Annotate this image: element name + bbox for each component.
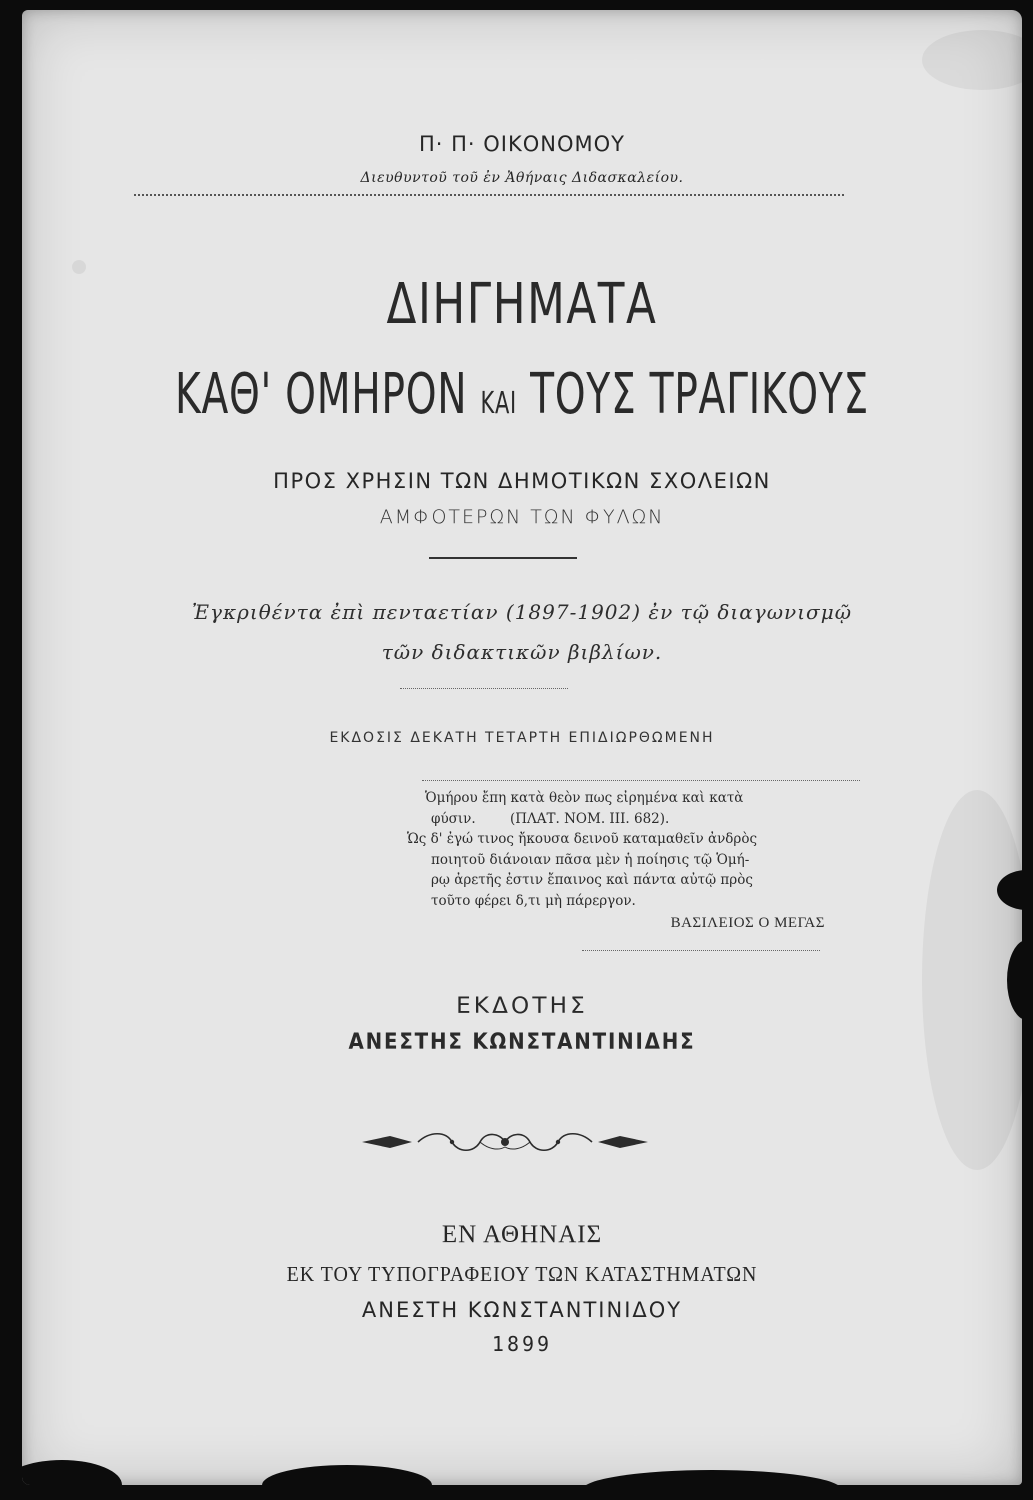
edition-statement: ΕΚΔΟΣΙΣ ΔΕΚΑΤΗ ΤΕΤΑΡΤΗ ΕΠΙΔΙΩΡΘΩΜΕΝΗ <box>329 730 715 746</box>
author-role: Διευθυντοῦ τοῦ ἐν Ἀθήναις Διδασκαλείου. <box>360 170 684 186</box>
epigraph <box>407 788 857 934</box>
dotted-divider <box>400 688 568 689</box>
title-part-homer: ΚΑΘ' ΟΜΗΡΟΝ <box>175 362 468 427</box>
title-part-tragic: ΤΟΥΣ ΤΡΑΓΙΚΟΥΣ <box>530 362 869 427</box>
dotted-divider <box>422 780 860 781</box>
imprint-printer: ΕΚ ΤΟΥ ΤΥΠΟΓΡΑΦΕΙΟΥ ΤΩΝ ΚΑΤΑΣΤΗΜΑΤΩΝ <box>286 1262 758 1286</box>
book-title-line2 <box>172 362 872 427</box>
title-part-and: ΚΑΙ <box>480 386 517 421</box>
epigraph-line: τοῦτο φέρει δ,τι μὴ πάρεργον. <box>431 892 636 909</box>
subtitle-purpose: ΠΡΟΣ ΧΡΗΣΙΝ ΤΩΝ ΔΗΜΟΤΙΚΩΝ ΣΧΟΛΕΙΩΝ <box>273 469 771 493</box>
title-page <box>22 10 1022 1485</box>
imprint-printer-name: ΑΝΕΣΤΗ ΚΩΝΣΤΑΝΤΙΝΙΔΟΥ <box>361 1298 683 1322</box>
stain-mark <box>72 260 86 274</box>
approval-line2: τῶν διδακτικῶν βιβλίων. <box>381 640 663 664</box>
publisher-label: ΕΚΔΟΤΗΣ <box>456 994 588 1019</box>
book-title-line1: ΔΙΗΓΗΜΑΤΑ <box>386 272 658 337</box>
approval-line1: Ἐγκριθέντα ἐπὶ πενταετίαν (1897-1902) ἐν τῷ διαγωνισμῷ <box>191 600 853 624</box>
torn-edge <box>262 1465 432 1485</box>
stain-mark <box>922 30 1022 90</box>
epigraph-line: Ὁμήρου ἔπη κατὰ θεὸν πως εἰρημένα καὶ κατὰ <box>425 790 744 806</box>
epigraph-line: φύσιν. (ΠΛΑΤ. ΝΟΜ. III. 682). <box>431 810 670 827</box>
torn-edge <box>22 1460 122 1485</box>
subtitle-gender: ΑΜΦΟΤΕΡΩΝ ΤΩΝ ΦΥΛΩΝ <box>379 506 665 528</box>
epigraph-line: ποιητοῦ διάνοιαν πᾶσα μὲν ἡ ποίησις τῷ Ὁμή- <box>431 851 750 868</box>
solid-divider <box>429 557 577 559</box>
epigraph-line: Ὡς δ' ἐγώ τινος ἤκουσα δεινοῦ καταμαθεῖν ἀνδρὸς <box>407 831 758 847</box>
epigraph-attribution: ΒΑΣΙΛΕΙΟΣ Ο ΜΕΓΑΣ <box>670 915 825 931</box>
ornament-flourish-icon <box>360 1127 650 1157</box>
dotted-divider <box>582 950 820 951</box>
dotted-divider <box>134 194 844 196</box>
publisher-name: ΑΝΕΣΤΗΣ ΚΩΝΣΤΑΝΤΙΝΙΔΗΣ <box>348 1030 696 1055</box>
author-name: Π· Π· ΟΙΚΟΝΟΜΟΥ <box>418 132 626 156</box>
torn-edge <box>582 1470 842 1485</box>
imprint-year: 1899 <box>491 1332 553 1356</box>
imprint-city: ΕΝ ΑΘΗΝΑΙΣ <box>441 1221 603 1248</box>
epigraph-line: ρῳ ἀρετῆς ἐστιν ἔπαινος καὶ πάντα αὐτῷ πρὸς <box>431 872 753 888</box>
